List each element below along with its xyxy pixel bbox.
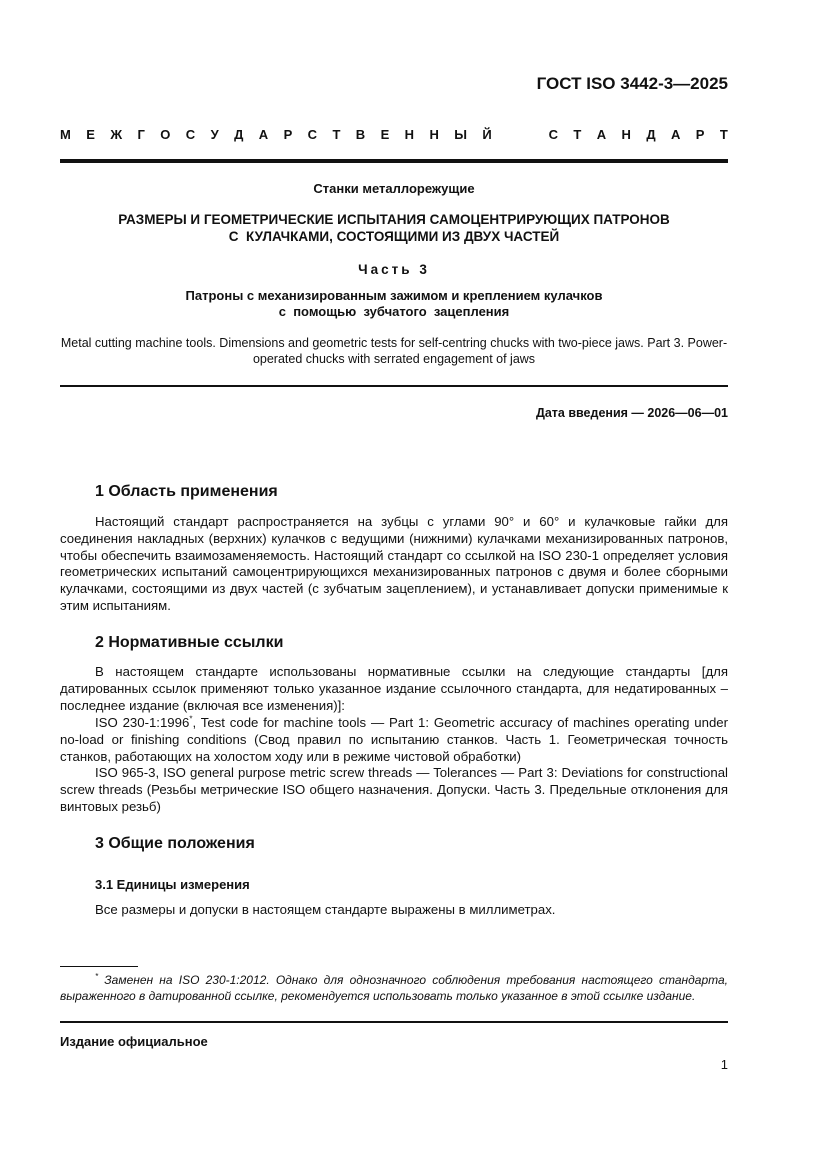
reference-1-code: ISO 230-1:1996 [95,715,190,730]
official-edition-label: Издание официальное [60,1034,208,1049]
subtitle-line-2: с помощью зубчатого зацепления [278,304,510,319]
footnote-text: Заменен на ISO 230-1:2012. Однако для однозначного соблюдения требования настоящего стандарта, выраженного в датированной ссылке, рекомендуется использовать только указанное в этой ссылке издание. [60,973,728,1003]
section-3-heading: 3 Общие положения [95,835,255,852]
banner-letter: О [160,127,171,142]
banner-letter: А [258,127,269,142]
subtitle-line-1: Патроны с механизированным зажимом и креплением кулачков [185,288,603,303]
banner-letter: Д [234,127,244,142]
banner-letter: В [355,127,366,142]
banner-letter: Н [404,127,415,142]
english-title-line-1: Metal cutting machine tools. Dimensions and geometric tests for self-centring chucks with two-piece jaws. Part 3. Power- [60,336,728,350]
banner-letter: С [307,127,318,142]
footnote-separator [60,966,138,967]
banner-letter: Д [646,127,656,142]
document-subtitle [60,288,728,320]
banner-letter: Т [332,127,341,142]
banner-letter: А [670,127,681,142]
banner-letter: С [548,127,558,142]
banner-letter: Т [719,127,728,142]
footnote-marker: * [95,972,99,981]
footer-divider [60,1021,728,1023]
banner-letter: Г [137,127,145,142]
banner-letter: Н [429,127,439,142]
title-line-2: С КУЛАЧКАМИ, СОСТОЯЩИМИ ИЗ ДВУХ ЧАСТЕЙ [228,229,560,244]
english-title [60,335,728,367]
banner-letter: Н [621,127,631,142]
header-divider [60,159,728,163]
banner-letter: Р [283,127,293,142]
banner-letter: Т [573,127,582,142]
section-1-paragraph [60,514,728,615]
section-1-heading: 1 Область применения [95,483,278,500]
banner-letter: Е [86,127,95,142]
banner-letter: Й [482,127,492,142]
banner-letter: Е [380,127,390,142]
reference-iso-965-3 [60,765,728,815]
section-2-intro-text: В настоящем стандарте использованы нормативные ссылки на следующие стандарты [для датированных ссылок применяют только указанное издание ссылочного стандарта, для недатированных – последнее издание (включая все изменения)]: [60,664,728,713]
section-2-intro [60,664,728,714]
document-title [60,211,728,245]
banner-letter: У [210,127,219,142]
footnote [60,972,728,1004]
english-title-line-2: operated chucks with serrated engagement of jaws [252,352,536,366]
introduction-date: Дата введения — 2026—06—01 [535,406,728,420]
part-label: Часть 3 [358,262,430,277]
title-line-1: РАЗМЕРЫ И ГЕОМЕТРИЧЕСКИЕ ИСПЫТАНИЯ САМОЦЕНТРИРУЮЩИХ ПАТРОНОВ [118,212,670,227]
document-code: ГОСТ ISO 3442-3—2025 [536,74,728,93]
standard-type-banner [60,127,728,142]
banner-letter: Ы [454,127,467,142]
section-3-1-paragraph [60,902,728,919]
banner-letter: Р [695,127,705,142]
subject-line: Станки металлорежущие [313,181,475,196]
footnote-mark: * [189,714,193,724]
section-2-heading: 2 Нормативные ссылки [95,634,284,651]
section-3-1-text: Все размеры и допуски в настоящем стандарте выражены в миллиметрах. [95,902,556,917]
title-divider [60,385,728,387]
page-number: 1 [720,1057,728,1072]
banner-word-gap [507,127,533,142]
reference-2-text: ISO 965-3, ISO general purpose metric screw threads — Tolerances — Part 3: Deviations for constructional screw threads (Резьбы метрические ISO общего назначения. Допуски. Часть 3. Предельные отклонения для винтовых резьб) [60,765,728,814]
banner-letter: Ж [110,127,123,142]
banner-letter: М [60,127,71,142]
section-1-text: Настоящий стандарт распространяется на зубцы с углами 90° и 60° и кулачковые гайки для соединения накладных (верхних) кулачков с ведущими (нижними) кулачками механизированных патронов, чтобы обеспечить взаимозаменяемость. Настоящий стандарт со ссылкой на ISO 230-1 определяет условия геометрических испытаний самоцентрирующихся механизированных патронов с двумя и более сборными кулачками, состоящими из двух частей (с зубчатым зацеплением), и устанавливает допуски применимые к этим испытаниям. [60,514,728,613]
reference-iso-230-1 [60,715,728,765]
section-3-1-heading: 3.1 Единицы измерения [95,877,250,892]
banner-letter: А [596,127,607,142]
banner-letter: С [185,127,196,142]
reference-1-text: , Test code for machine tools — Part 1: Geometric accuracy of machines operating under no-load or finishing conditions (Свод правил по испытанию станков. Часть 1. Геометрическая точность станков, работающих на холостом ходу или в режиме чистовой обработки) [60,715,728,764]
